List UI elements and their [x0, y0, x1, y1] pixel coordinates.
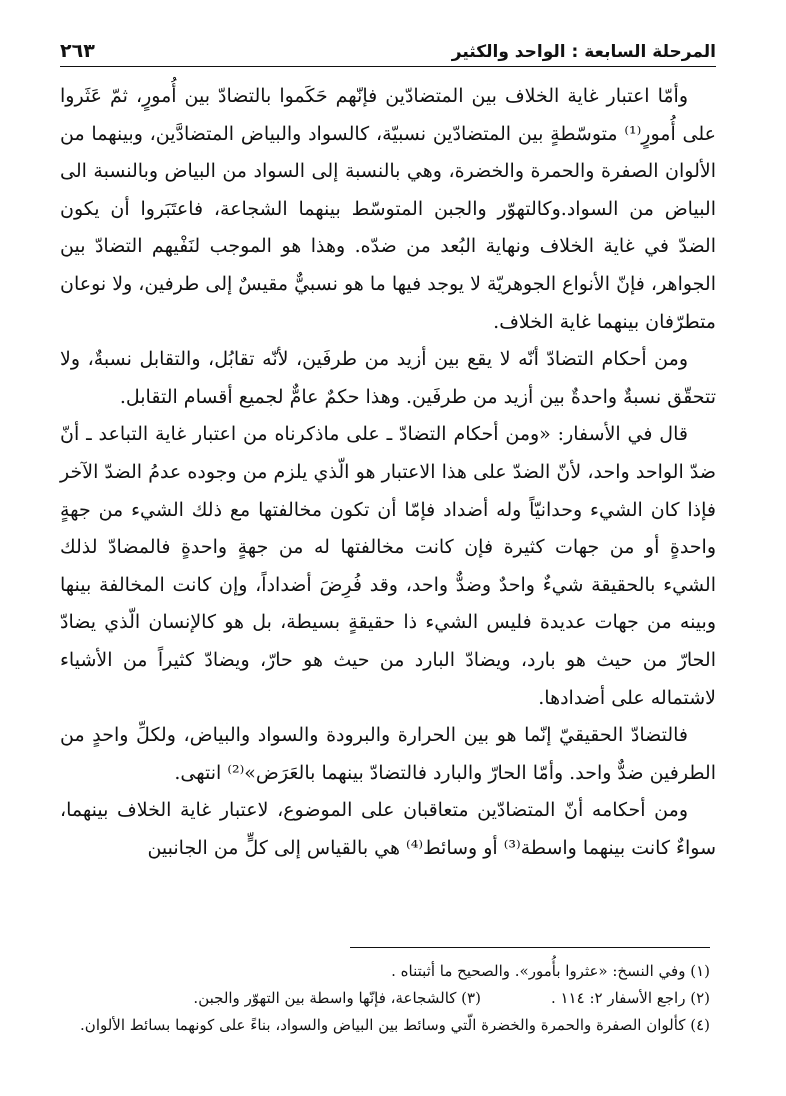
- footnotes: [60, 958, 710, 1039]
- main-text: [60, 78, 716, 867]
- footnote: (٢) راجع الأسفار ٢: ١١٤ .: [550, 989, 710, 1007]
- paragraph: فالتضادّ الحقيقيّ إنّما هو بين الحرارة والبرودة والسواد والبياض، ولكلِّ واحدٍ من الطرفين ضدٌّ واحد. وأمّا الحارّ والبارد فالتضادّ بينهما بالعَرَض»⁽²⁾ انتهى.: [60, 724, 716, 784]
- paragraph: قال في الأسفار: «ومن أحكام التضادّ ـ على ماذكرناه من اعتبار غاية التباعد ـ أنّ ضدّ الواحد واحد، لأنّ الضدّ على هذا الاعتبار هو الّذي يلزم من وجوده عدمُ الضدّ الآخر فإذا كان الشيء وحدانيّاً وله أضداد فإمّا أن تكون مخالفتها مع ذلك الشيء من جهةٍ واحدةٍ أو من جهات كثيرة فإن كانت مخالفتها له من جهةٍ واحدةٍ فالمضادّ لذلك الشيء بالحقيقة شيءٌ واحدٌ وضدٌّ واحد، وقد فُرِضَ أضداداً، وإن كانت المخالفة بينها وبينه من جهات عديدة فليس الشيء ذا حقيقةٍ بسيطة، بل هو كالإنسان الّذي يضادّ الحارّ من حيث هو بارد، ويضادّ البارد من حيث هو حارّ، ويضادّ كثيراً من الأشياء لاشتماله على أضدادها.: [60, 423, 716, 709]
- paragraph: وأمّا اعتبار غاية الخلاف بين المتضادّين فإنّهم حَكَموا بالتضادّ بين أُمورٍ، ثمّ عَثَروا على أُمورٍ⁽¹⁾ متوسّطةٍ بين المتضادّين نسبيّة، كالسواد والبياض المتضادَّين، وبينهما من الألوان الصفرة والحمرة والخضرة، وهي بالنسبة إلى السواد من البياض وبالنسبة الى البياض من السواد.وكالتهوّر والجبن المتوسّط بينهما الشجاعة، فاعتَبَروا أن يكون الضدّ في غاية الخلاف ونهاية البُعد من ضدّه. وهذا هو الموجب لنَفْيهم التضادّ بين الجواهر، فإنّ الأنواع الجوهريّة لا يوجد فيها ما هو نسبيٌّ مقيسٌ إلى طرفين، ولا نوعان متطرّفان بينهما غاية الخلاف.: [60, 85, 717, 333]
- header-rule: [60, 66, 716, 67]
- footnote: (١) وفي النسخ: «عثروا بأُمور». والصحيح ما أثبتناه .: [391, 962, 710, 980]
- footnote-row: [60, 985, 710, 1012]
- footnote-separator: [350, 947, 710, 948]
- paragraph: ومن أحكامه أنّ المتضادّين متعاقبان على الموضوع، لاعتبار غاية الخلاف بينهما، سواءٌ كانت بينهما واسطة⁽³⁾ أو وسائط⁽⁴⁾ هي بالقياس إلى كلٍّ من الجانبين: [60, 799, 716, 859]
- running-title: المرحلة السابعة : الواحد والكثير: [451, 42, 716, 62]
- page-header: [60, 32, 716, 62]
- paragraph: ومن أحكام التضادّ أنّه لا يقع بين أزيد من طرفَين، لأنّه تقابُل، والتقابل نسبةٌ، ولا تتحقّق نسبةٌ واحدةٌ بين أزيد من طرفَين. وهذا حكمٌ عامٌّ لجميع أقسام التقابل.: [60, 348, 716, 408]
- page-number: ٢٦٣: [60, 40, 95, 62]
- footnote: (٤) كألوان الصفرة والحمرة والخضرة الّتي وسائط بين البياض والسواد، بناءً على كونهما بسائط الألوان.: [80, 1016, 710, 1034]
- footnote: (٣) كالشجاعة، فإنّها واسطة بين التهوّر والجبن.: [193, 989, 481, 1007]
